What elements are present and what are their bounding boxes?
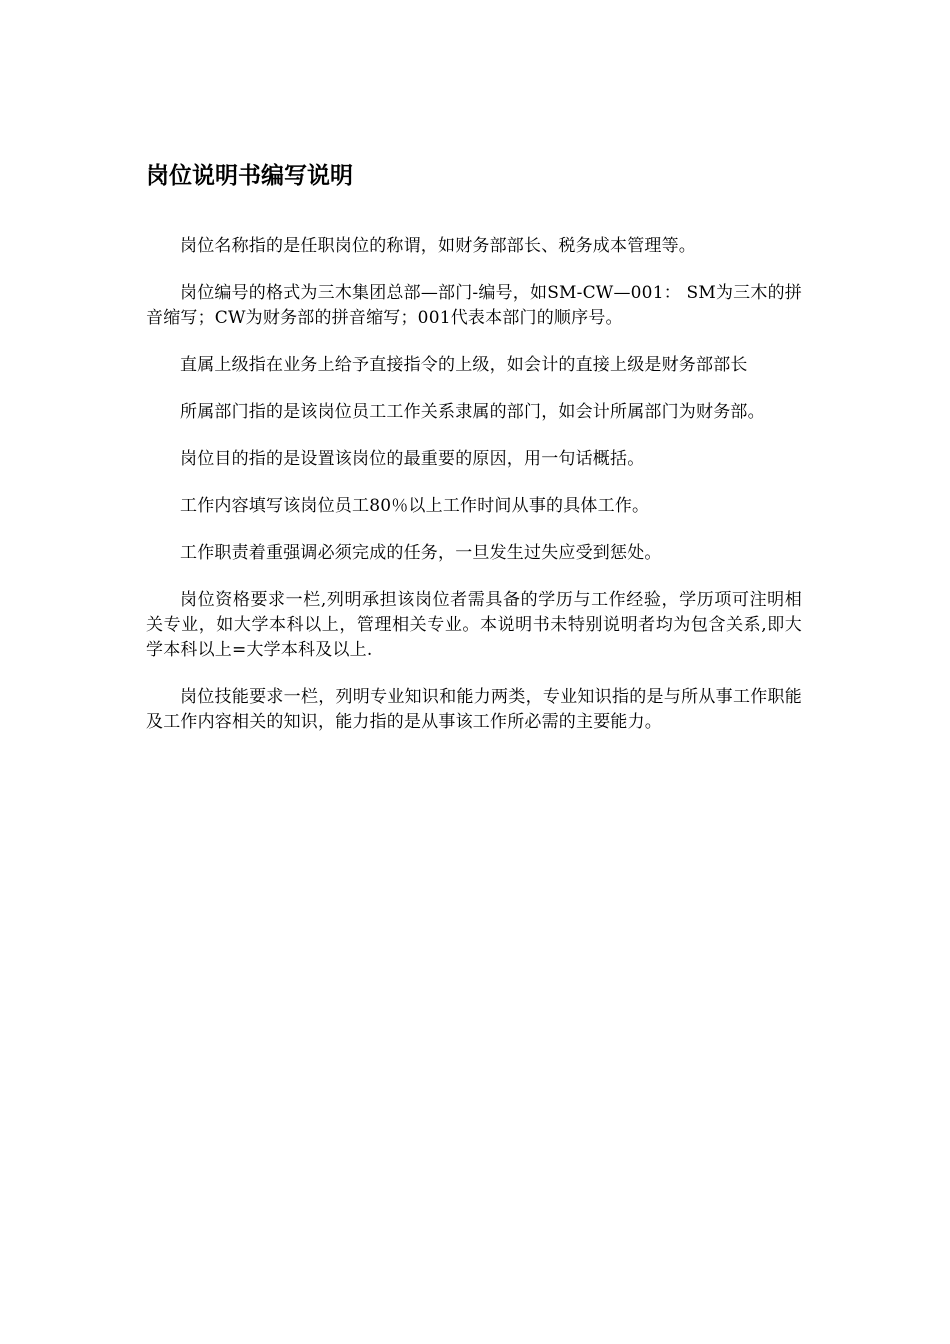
- paragraph-direct-supervisor: 直属上级指在业务上给予直接指令的上级，如会计的直接上级是财务部部长: [180, 355, 748, 375]
- paragraph-job-duties: 工作职责着重强调必须完成的任务，一旦发生过失应受到惩处。: [180, 543, 662, 563]
- paragraph-department: 所属部门指的是该岗位员工工作关系隶属的部门，如会计所属部门为财务部。: [180, 402, 765, 422]
- document-title: 岗位说明书编写说明: [146, 163, 353, 189]
- paragraph-job-code: 岗位编号的格式为三木集团总部—部门-编号，如SM-CW—001： SM为三木的拼音缩写；CW为财务部的拼音缩写；001代表本部门的顺序号。: [146, 283, 802, 328]
- paragraph-qualification: 岗位资格要求一栏,列明承担该岗位者需具备的学历与工作经验，学历项可注明相关专业，如大学本科以上，管理相关专业。本说明书未特别说明者均为包含关系,即大学本科以上=大学本科及以上.: [146, 590, 802, 660]
- paragraph-job-title: 岗位名称指的是任职岗位的称谓，如财务部部长、税务成本管理等。: [180, 236, 696, 256]
- paragraph-skills: 岗位技能要求一栏，列明专业知识和能力两类，专业知识指的是与所从事工作职能及工作内容相关的知识，能力指的是从事该工作所必需的主要能力。: [146, 687, 802, 732]
- document-body: [146, 158, 802, 757]
- paragraph-job-content: 工作内容填写该岗位员工80％以上工作时间从事的具体工作。: [180, 496, 650, 516]
- paragraph-job-purpose: 岗位目的指的是设置该岗位的最重要的原因，用一句话概括。: [180, 449, 645, 469]
